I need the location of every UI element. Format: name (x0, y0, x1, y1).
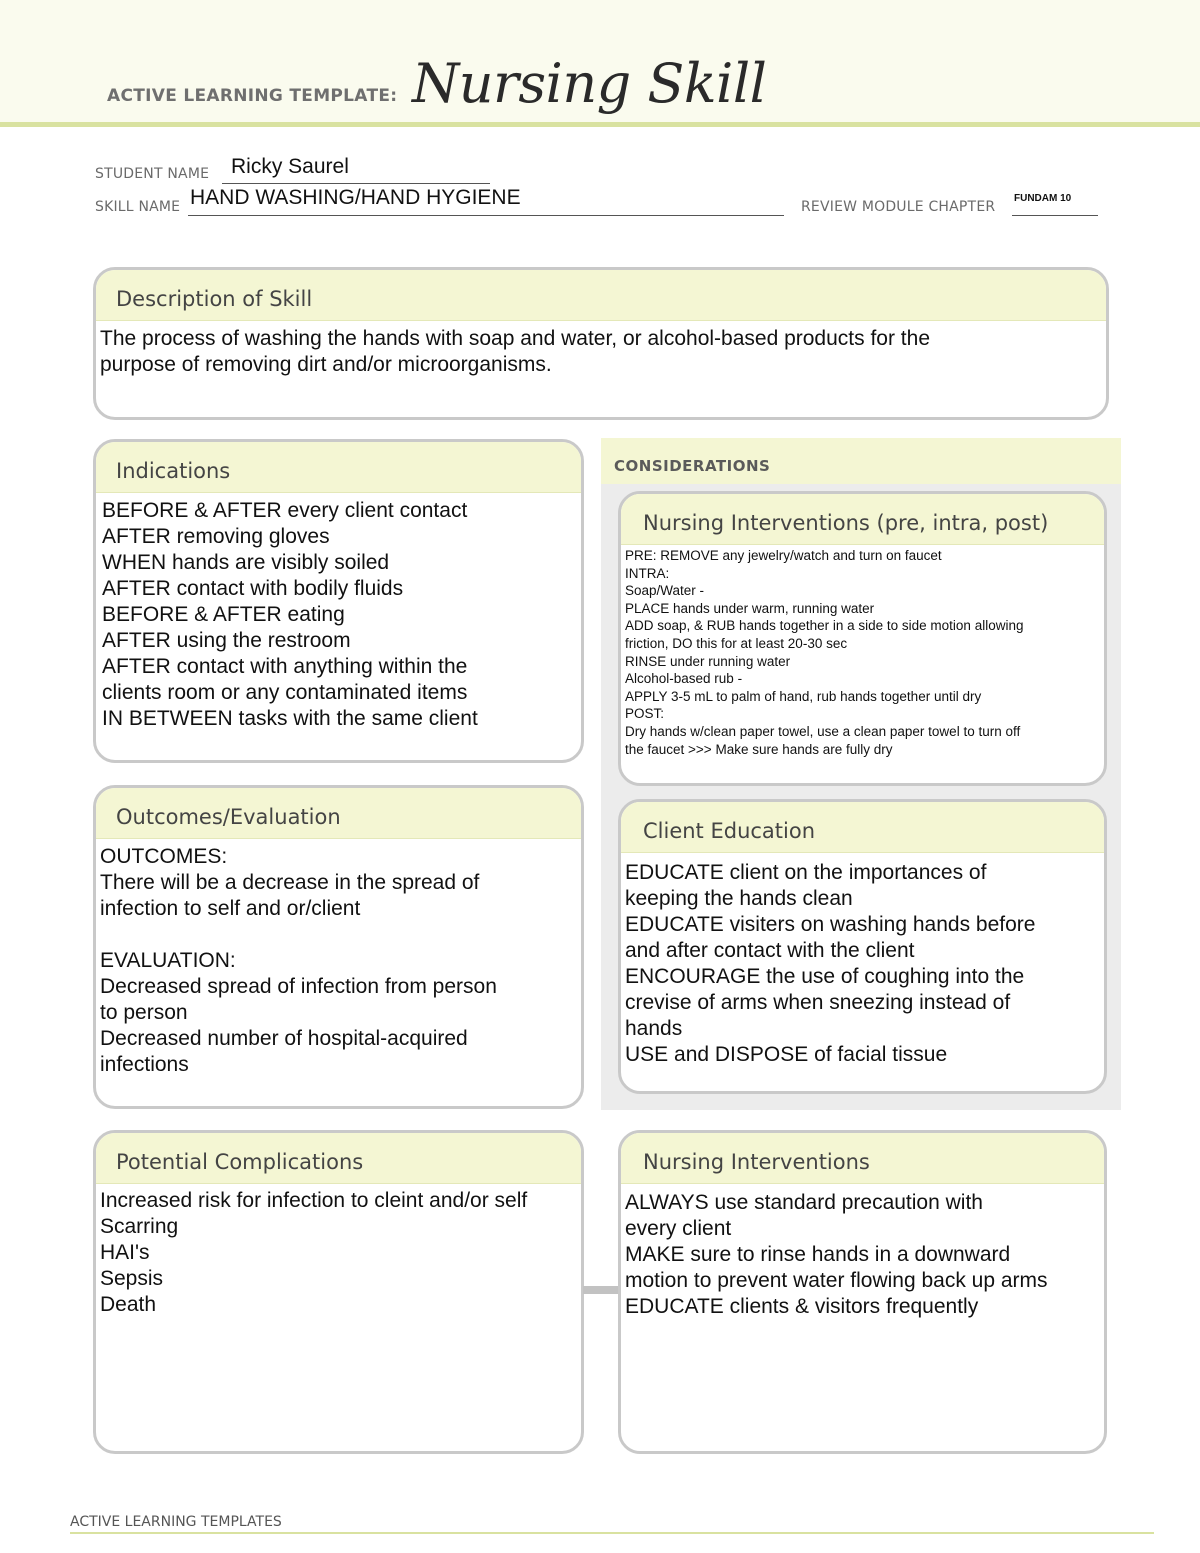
text-line: Scarring (100, 1215, 179, 1238)
indications-box (93, 439, 584, 763)
text-line: EVALUATION: (100, 949, 236, 972)
text-line: POST: (625, 706, 665, 722)
text-line: clients room or any contaminated items (102, 681, 468, 704)
connector-bar (583, 1286, 621, 1294)
footer-label: ACTIVE LEARNING TEMPLATES (70, 1514, 282, 1530)
indications-body[interactable] (96, 493, 581, 732)
text-line: There will be a decrease in the spread of (100, 871, 480, 894)
text-line: crevise of arms when sneezing instead of (625, 991, 1011, 1014)
outcomes-body[interactable] (96, 839, 581, 1078)
outcomes-box (93, 785, 584, 1109)
client-education-title: Client Education (643, 819, 816, 843)
skill-name-label: SKILL NAME (95, 199, 181, 215)
skill-name-field[interactable]: HAND WASHING/HAND HYGIENE (190, 186, 521, 209)
text-line: friction, DO this for at least 20-30 sec (625, 635, 848, 651)
nursing-interventions-body[interactable] (621, 1184, 1104, 1320)
nursing-interventions-box (618, 1130, 1107, 1454)
text-line: Decreased spread of infection from person (100, 975, 497, 998)
text-line: purpose of removing dirt and/or microorganisms. (100, 353, 552, 376)
text-line: AFTER removing gloves (102, 525, 330, 548)
complications-body[interactable] (96, 1184, 581, 1318)
blank-line (100, 922, 575, 948)
indications-header (96, 442, 581, 493)
text-line: ADD soap, & RUB hands together in a side to side motion allowing (625, 618, 1024, 634)
text-line: motion to prevent water flowing back up arms (625, 1269, 1048, 1292)
text-line: Alcohol-based rub - (625, 671, 743, 687)
text-line: MAKE sure to rinse hands in a downward (625, 1243, 1011, 1266)
text-line: BEFORE & AFTER eating (102, 603, 345, 626)
nursing-interventions-pip-header (621, 494, 1104, 545)
template-label: ACTIVE LEARNING TEMPLATE: (107, 86, 398, 106)
text-line: PRE: REMOVE any jewelry/watch and turn on faucet (625, 548, 942, 563)
text-line: Soap/Water - (625, 583, 705, 599)
header-rule (0, 122, 1200, 127)
client-education-box (618, 799, 1107, 1094)
text-line: ENCOURAGE the use of coughing into the (625, 965, 1025, 988)
complications-title: Potential Complications (116, 1150, 364, 1174)
text-line: Death (100, 1293, 157, 1316)
review-module-field[interactable]: FUNDAM 10 (1014, 193, 1072, 204)
text-line: IN BETWEEN tasks with the same client (102, 707, 478, 730)
text-line: AFTER using the restroom (102, 629, 351, 652)
considerations-title: CONSIDERATIONS (614, 457, 771, 475)
text-line: hands (625, 1017, 683, 1040)
text-line: EDUCATE clients & visitors frequently (625, 1295, 979, 1318)
student-name-label: STUDENT NAME (95, 166, 210, 182)
text-line: PLACE hands under warm, running water (625, 600, 875, 616)
complications-header (96, 1133, 581, 1184)
review-module-underline (1012, 215, 1098, 216)
text-line: WHEN hands are visibly soiled (102, 551, 390, 574)
student-name-underline (222, 183, 490, 184)
text-line: AFTER contact with anything within the (102, 655, 468, 678)
text-line: OUTCOMES: (100, 845, 228, 868)
text-line: BEFORE & AFTER every client contact (102, 499, 468, 522)
text-line: USE and DISPOSE of facial tissue (625, 1043, 948, 1066)
client-education-body[interactable] (621, 853, 1104, 1068)
text-line: Sepsis (100, 1267, 164, 1290)
description-box (93, 267, 1109, 420)
nursing-interventions-pip-body[interactable] (621, 545, 1104, 758)
skill-name-underline (188, 215, 784, 216)
text-line: EDUCATE client on the importances of (625, 861, 987, 884)
text-line: HAI's (100, 1241, 150, 1264)
student-name-field[interactable]: Ricky Saurel (231, 155, 349, 178)
complications-box (93, 1130, 584, 1454)
text-line: the faucet >>> Make sure hands are fully dry (625, 741, 893, 757)
description-body[interactable] (96, 321, 1106, 378)
description-title: Description of Skill (116, 287, 313, 311)
text-line: every client (625, 1217, 732, 1240)
text-line: RINSE under running water (625, 653, 791, 669)
considerations-header (601, 438, 1121, 484)
text-line: infection to self and or/client (100, 897, 361, 920)
text-line: and after contact with the client (625, 939, 915, 962)
outcomes-title: Outcomes/Evaluation (116, 805, 341, 829)
client-education-header (621, 802, 1104, 853)
nursing-interventions-header (621, 1133, 1104, 1184)
text-line: EDUCATE visiters on washing hands before (625, 913, 1036, 936)
text-line: Decreased number of hospital-acquired (100, 1027, 468, 1050)
text-line: infections (100, 1053, 189, 1076)
nursing-interventions-pip-title: Nursing Interventions (pre, intra, post) (643, 511, 1049, 535)
template-title: Nursing Skill (412, 52, 767, 115)
outcomes-header (96, 788, 581, 839)
footer-rule (70, 1532, 1154, 1534)
text-line: APPLY 3-5 mL to palm of hand, rub hands together until dry (625, 688, 982, 704)
text-line: keeping the hands clean (625, 887, 853, 910)
nursing-interventions-title: Nursing Interventions (643, 1150, 870, 1174)
text-line: Increased risk for infection to cleint and/or self (100, 1189, 528, 1212)
description-header (96, 270, 1106, 321)
text-line: The process of washing the hands with soap and water, or alcohol-based products for the (100, 327, 930, 350)
text-line: to person (100, 1001, 188, 1024)
text-line: INTRA: (625, 565, 670, 581)
nursing-interventions-pip-box (618, 491, 1107, 786)
review-module-label: REVIEW MODULE CHAPTER (801, 199, 996, 215)
text-line: Dry hands w/clean paper towel, use a clean paper towel to turn off (625, 723, 1021, 739)
text-line: AFTER contact with bodily fluids (102, 577, 404, 600)
text-line: ALWAYS use standard precaution with (625, 1191, 983, 1214)
indications-title: Indications (116, 459, 231, 483)
